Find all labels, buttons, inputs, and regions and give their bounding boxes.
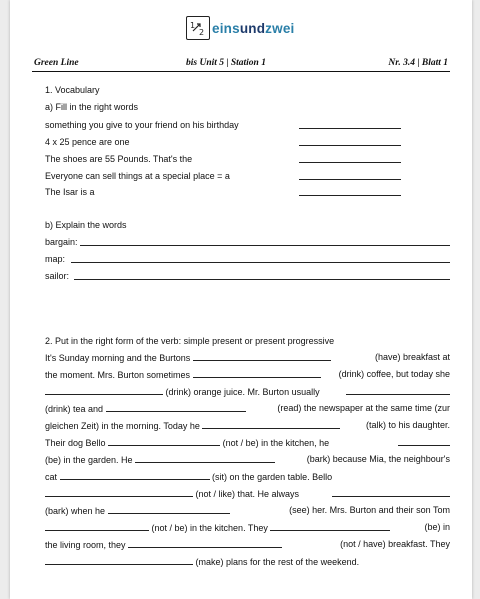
exercise-row: (be) in the garden. He (bark) because Mia, the neighbour's: [45, 454, 450, 465]
section1b-title: b) Explain the words: [45, 220, 127, 230]
vocab-item: something you give to your friend on his birthday: [45, 120, 239, 130]
exercise-row: (not / like) that. He always: [45, 487, 450, 500]
exercise-row: the living room, they (not / have) breakfast. They: [45, 539, 450, 550]
answer-blank[interactable]: [270, 521, 390, 531]
answer-blank[interactable]: [193, 368, 321, 378]
answer-blank[interactable]: [299, 162, 401, 163]
answer-blank[interactable]: [45, 385, 163, 395]
exercise-row: (bark) when he (see) her. Mrs. Burton and their son Tom: [45, 505, 450, 516]
answer-blank[interactable]: [332, 487, 450, 497]
answer-line[interactable]: [71, 262, 450, 263]
answer-blank[interactable]: [299, 179, 401, 180]
section1-title: 1. Vocabulary: [45, 85, 100, 95]
header-book-title: Green Line: [34, 58, 79, 68]
vocab-item: The Isar is a: [45, 187, 95, 197]
vocab-item: Everyone can sell things at a special place = a: [45, 171, 230, 181]
exercise-row: cat (sit) on the garden table. Bello: [45, 472, 333, 482]
exercise-row: (not / be) in the kitchen. They (be) in: [45, 521, 450, 534]
exercise-row: gleichen Zeit) in the morning. Today he (talk) to his daughter.: [45, 420, 450, 431]
answer-blank[interactable]: [135, 453, 275, 463]
section1a-title: a) Fill in the right words: [45, 102, 139, 112]
exercise-row: It's Sunday morning and the Burtons (have) breakfast at: [45, 352, 450, 363]
exercise-row: (drink) tea and (read) the newspaper at the same time (zur: [45, 403, 450, 414]
answer-line[interactable]: [74, 279, 450, 280]
header-rule: [32, 71, 450, 72]
answer-blank[interactable]: [45, 487, 193, 497]
explain-item: sailor:: [45, 271, 70, 281]
answer-blank[interactable]: [202, 419, 340, 429]
svg-text:1: 1: [190, 21, 196, 30]
worksheet-page: [10, 0, 472, 599]
answer-line[interactable]: [80, 245, 450, 246]
exercise-row: (drink) orange juice. Mr. Burton usually: [45, 385, 450, 398]
header-unit: bis Unit 5 | Station 1: [186, 58, 266, 68]
exercise-row: (make) plans for the rest of the weekend.: [45, 555, 359, 568]
answer-blank[interactable]: [299, 195, 401, 196]
answer-blank[interactable]: [108, 436, 220, 446]
logo-text: einsundzwei: [212, 20, 295, 36]
answer-blank[interactable]: [299, 145, 401, 146]
vocab-item: 4 x 25 pence are one: [45, 137, 130, 147]
answer-blank[interactable]: [60, 470, 210, 480]
explain-item: bargain:: [45, 237, 78, 247]
exercise-row: Their dog Bello (not / be) in the kitchen, he: [45, 436, 450, 449]
svg-text:2: 2: [199, 28, 205, 37]
answer-blank[interactable]: [128, 538, 282, 548]
answer-blank[interactable]: [193, 351, 331, 361]
answer-blank[interactable]: [45, 521, 149, 531]
answer-blank[interactable]: [45, 555, 193, 565]
section2-title: 2. Put in the right form of the verb: simple present or present progressive: [45, 336, 335, 346]
answer-blank[interactable]: [106, 402, 246, 412]
exercise-row: the moment. Mrs. Burton sometimes (drink) coffee, but today she: [45, 369, 450, 380]
header-sheet-number: Nr. 3.4 | Blatt 1: [388, 58, 448, 68]
answer-blank[interactable]: [299, 128, 401, 129]
answer-blank[interactable]: [346, 385, 450, 395]
logo: [186, 14, 294, 42]
number-swap-icon: [186, 16, 210, 40]
answer-blank[interactable]: [108, 504, 230, 514]
explain-item: map:: [45, 254, 66, 264]
vocab-item: The shoes are 55 Pounds. That's the: [45, 154, 193, 164]
answer-blank[interactable]: [398, 436, 450, 446]
